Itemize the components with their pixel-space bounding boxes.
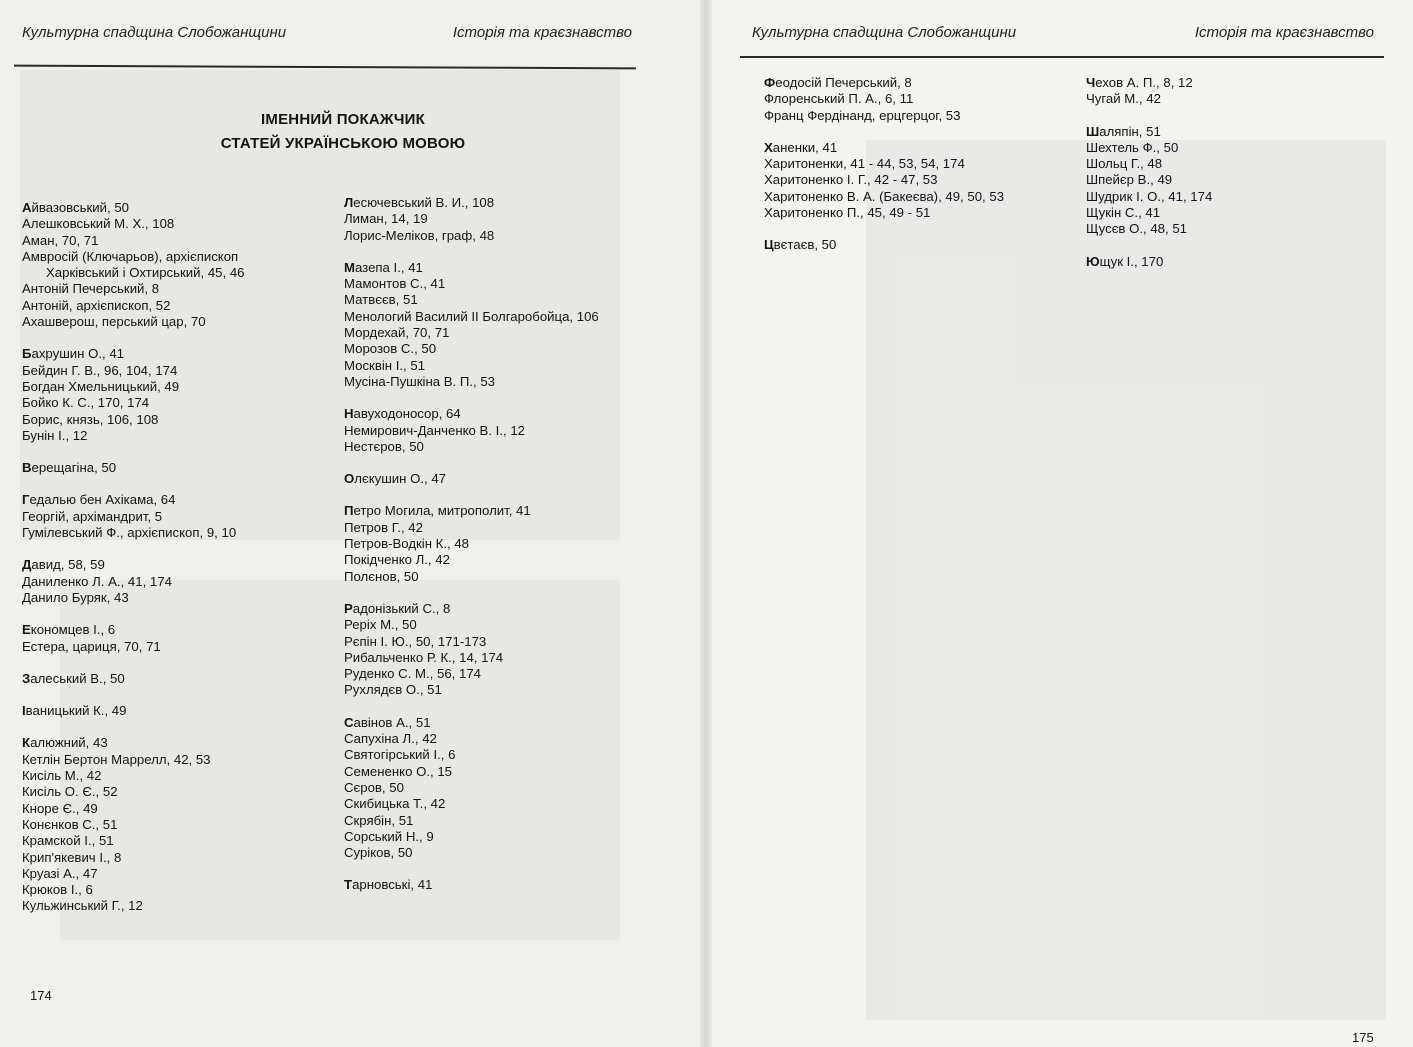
index-entry: Мордехай, 70, 71 xyxy=(344,325,450,341)
index-entry: Франц Фердінанд, ерцгерцог, 53 xyxy=(764,107,961,123)
index-entry: Данило Буряк, 43 xyxy=(22,589,129,605)
index-entry: Ахашверош, перський цар, 70 xyxy=(22,314,206,330)
index-entry: Семененко О., 15 xyxy=(344,763,452,779)
index-letter-group xyxy=(764,75,1084,124)
page-number: 174 xyxy=(30,988,52,1003)
index-entry: Олєкушин О., 47 xyxy=(344,471,447,487)
index-entry: Суріков, 50 xyxy=(344,845,413,861)
header-rule xyxy=(740,56,1384,58)
index-entry: Лиман, 14, 19 xyxy=(344,211,428,227)
index-entry: Немирович-Данченко В. І., 12 xyxy=(344,422,525,438)
index-entry: Борис, князь, 106, 108 xyxy=(22,411,159,427)
index-entry: Лесючевський В. И., 108 xyxy=(344,195,495,210)
index-entry: Кетлін Бертон Маррелл, 42, 53 xyxy=(22,751,211,767)
index-entry: Шпейєр В., 49 xyxy=(1086,172,1173,188)
index-entry: Навуходоносор, 64 xyxy=(344,406,461,422)
running-head-left: Культурна спадщина Слобожанщини xyxy=(752,24,1017,41)
index-letter-group xyxy=(22,735,332,914)
index-entry: Айвазовський, 50 xyxy=(22,200,129,215)
index-entry: Мусіна-Пушкіна В. П., 53 xyxy=(344,373,496,389)
index-entry: Гедалью бен Ахікама, 64 xyxy=(22,492,176,508)
index-entry: Крамской І., 51 xyxy=(22,833,114,849)
index-letter-group xyxy=(764,237,1084,253)
running-head xyxy=(22,24,632,48)
index-letter-group xyxy=(344,260,684,390)
index-title xyxy=(200,108,486,156)
index-entry: Лорис-Меліков, граф, 48 xyxy=(344,227,495,243)
index-letter-group xyxy=(344,877,684,893)
index-letter-group xyxy=(22,622,332,655)
index-entry: Харитоненко В. А. (Бакеєва), 49, 50, 53 xyxy=(764,188,1005,204)
running-head-right: Історія та краєзнавство xyxy=(452,24,632,41)
index-entry: Кульжинський Г., 12 xyxy=(22,898,143,914)
index-entry: Аман, 70, 71 xyxy=(22,232,99,248)
index-entry: Ханенки, 41 xyxy=(764,139,838,155)
index-letter-group xyxy=(344,715,684,862)
index-entry: Шудрик І. О., 41, 174 xyxy=(1086,188,1213,204)
bleed-through-text xyxy=(866,140,1386,1020)
index-column-1 xyxy=(22,200,332,915)
index-entry: Тарновські, 41 xyxy=(344,877,433,893)
index-entry: Кноре Є., 49 xyxy=(22,800,98,816)
index-letter-group xyxy=(1086,75,1386,108)
index-entry: Чугай М., 42 xyxy=(1086,91,1161,107)
index-entry: Харківський і Охтирський, 45, 46 xyxy=(46,265,245,281)
index-letter-group xyxy=(22,492,332,541)
index-entry: Святогірський І., 6 xyxy=(344,747,456,763)
index-entry: Антоній, архієпископ, 52 xyxy=(22,297,171,313)
index-entry: Мамонтов С., 41 xyxy=(344,276,446,292)
index-entry: Нестєров, 50 xyxy=(344,438,424,454)
index-entry: Естера, цариця, 70, 71 xyxy=(22,638,161,654)
index-entry: Економцев І., 6 xyxy=(22,622,116,638)
index-entry: Шаляпін, 51 xyxy=(1086,123,1161,139)
index-entry: Антоній Печерський, 8 xyxy=(22,281,160,297)
index-entry: Скибицька Т., 42 xyxy=(344,796,446,812)
index-entry: Сєров, 50 xyxy=(344,779,404,795)
index-entry: Верещагіна, 50 xyxy=(22,460,117,476)
index-letter-group xyxy=(22,557,332,606)
index-entry: Мазепа І., 41 xyxy=(344,259,423,275)
index-letter-group xyxy=(764,140,1084,221)
index-entry: Покідченко Л., 42 xyxy=(344,552,450,568)
running-head-right: Історія та краєзнавство xyxy=(1194,24,1374,41)
index-entry: Бахрушин О., 41 xyxy=(22,346,125,362)
title-line-2: СТАТЕЙ УКРАЇНСЬКОЮ МОВОЮ xyxy=(220,135,466,152)
index-entry: Цвєтаєв, 50 xyxy=(764,237,837,253)
index-column-2 xyxy=(1086,75,1386,270)
index-column-1 xyxy=(764,75,1084,254)
index-letter-group xyxy=(344,601,684,699)
index-entry: Георгій, архімандрит, 5 xyxy=(22,508,163,524)
index-entry: Шольц Г., 48 xyxy=(1086,156,1163,172)
index-letter-group xyxy=(22,460,332,476)
index-letter-group xyxy=(22,200,332,330)
running-head xyxy=(752,24,1374,48)
index-letter-group xyxy=(344,471,684,487)
index-entry: Алешковський М. Х., 108 xyxy=(22,216,175,232)
index-entry: Реріх М., 50 xyxy=(344,617,417,633)
index-entry: Щусєв О., 48, 51 xyxy=(1086,221,1188,237)
index-letter-group xyxy=(344,195,684,244)
page-number: 175 xyxy=(1352,1030,1374,1045)
index-entry: Калюжний, 43 xyxy=(22,735,108,751)
index-entry: Савінов А., 51 xyxy=(344,714,431,730)
index-entry: Чехов А. П., 8, 12 xyxy=(1086,75,1193,90)
index-entry: Шехтель Ф., 50 xyxy=(1086,139,1179,155)
index-letter-group xyxy=(344,503,684,584)
index-entry: Петро Могила, митрополит, 41 xyxy=(344,503,531,519)
index-entry: Круазі А., 47 xyxy=(22,865,98,881)
index-entry: Петров Г., 42 xyxy=(344,519,423,535)
index-entry: Феодосій Печерський, 8 xyxy=(764,75,912,90)
index-entry: Залеський В., 50 xyxy=(22,670,125,686)
index-entry: Щукін С., 41 xyxy=(1086,205,1161,221)
index-entry: Ющук І., 170 xyxy=(1086,253,1164,269)
index-letter-group xyxy=(22,671,332,687)
book-gutter xyxy=(700,0,712,1047)
index-entry: Харитоненко І. Г., 42 - 47, 53 xyxy=(764,172,938,188)
title-line-1: ІМЕННИЙ ПОКАЖЧИК xyxy=(261,111,425,128)
index-entry: Менологий Василий ІІ Болгаробойца, 106 xyxy=(344,308,599,324)
index-entry: Москвін І., 51 xyxy=(344,357,426,373)
index-entry: Радонізький С., 8 xyxy=(344,600,451,616)
index-entry: Флоренський П. А., 6, 11 xyxy=(764,91,914,107)
index-entry: Гумілевський Ф., архієпископ, 9, 10 xyxy=(22,525,237,541)
left-page xyxy=(0,0,706,1047)
index-entry: Рибальченко Р. К., 14, 174 xyxy=(344,649,504,665)
index-letter-group xyxy=(344,406,684,455)
index-entry: Конєнков С., 51 xyxy=(22,816,118,832)
index-entry: Давид, 58, 59 xyxy=(22,557,105,573)
index-entry: Кисіль М., 42 xyxy=(22,768,102,784)
index-entry: Сапухіна Л., 42 xyxy=(344,731,437,747)
index-entry: Сорський Н., 9 xyxy=(344,828,434,844)
index-letter-group xyxy=(1086,254,1386,270)
running-head-left: Культурна спадщина Слобожанщини xyxy=(22,24,287,41)
index-letter-group xyxy=(22,346,332,444)
index-entry: Бойко К. С., 170, 174 xyxy=(22,395,150,411)
index-entry: Іваницький К., 49 xyxy=(22,703,127,719)
index-entry: Матвєєв, 51 xyxy=(344,292,418,308)
index-letter-group xyxy=(1086,124,1386,238)
index-entry: Полєнов, 50 xyxy=(344,568,419,584)
index-column-2 xyxy=(344,195,684,894)
index-entry: Бейдин Г. В., 96, 104, 174 xyxy=(22,362,178,378)
index-entry: Крюков І., 6 xyxy=(22,882,93,898)
right-page xyxy=(706,0,1413,1047)
index-entry: Даниленко Л. А., 41, 174 xyxy=(22,573,172,589)
index-entry: Харитоненко П., 45, 49 - 51 xyxy=(764,205,931,221)
index-entry: Рєпін І. Ю., 50, 171-173 xyxy=(344,633,487,649)
index-entry: Петров-Водкін К., 48 xyxy=(344,536,470,552)
index-entry: Руденко С. М., 56, 174 xyxy=(344,666,482,682)
index-entry: Рухлядєв О., 51 xyxy=(344,682,442,698)
header-rule xyxy=(14,65,636,70)
index-entry: Скрябін, 51 xyxy=(344,812,414,828)
index-letter-group xyxy=(22,703,332,719)
index-entry: Богдан Хмельницький, 49 xyxy=(22,378,180,394)
index-entry: Бунін І., 12 xyxy=(22,427,88,443)
index-entry: Морозов С., 50 xyxy=(344,341,437,357)
index-entry: Кисіль О. Є., 52 xyxy=(22,784,118,800)
index-entry: Харитоненки, 41 - 44, 53, 54, 174 xyxy=(764,156,965,172)
index-entry: Крип'якевич І., 8 xyxy=(22,849,122,865)
index-entry: Амвросій (Ключарьов), архієпископ xyxy=(22,248,239,264)
